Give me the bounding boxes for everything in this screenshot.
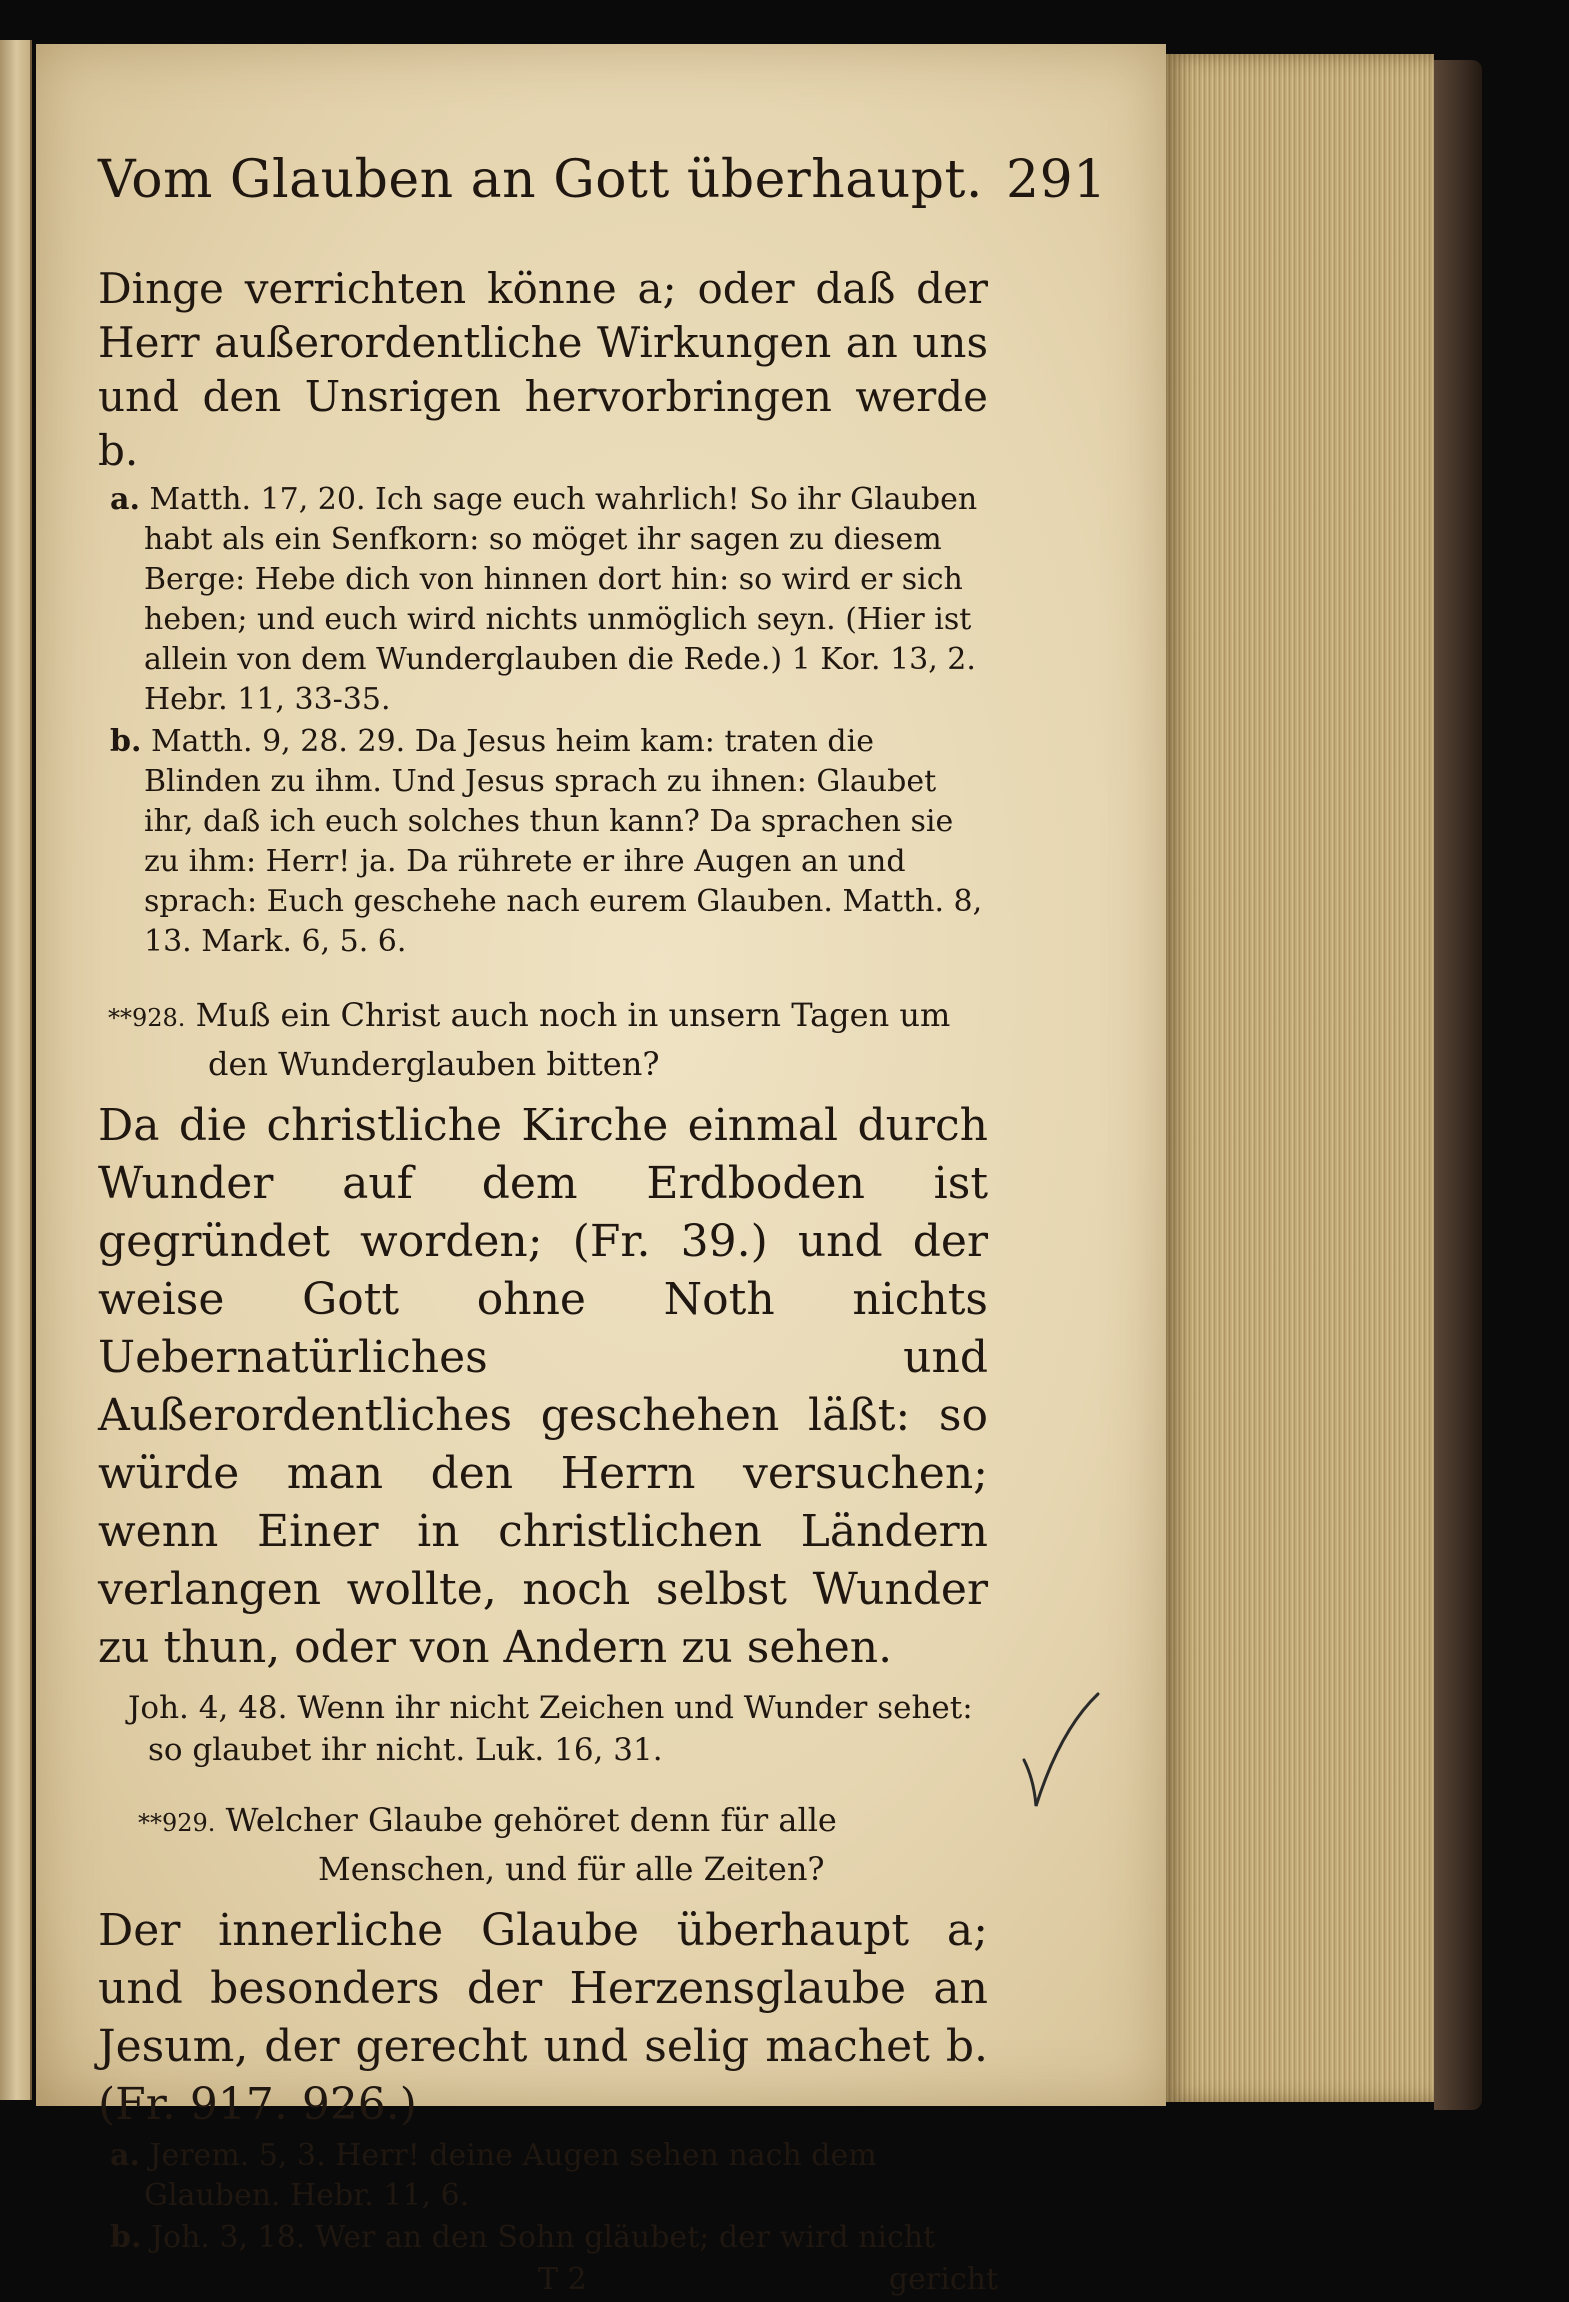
footnote-marker: a. [110, 2138, 140, 2173]
footnote-marker: a. [110, 482, 140, 517]
page-text [98, 150, 1107, 2302]
footnote-a [98, 2136, 988, 2216]
running-header [98, 150, 1107, 210]
footnote-text: Jerem. 5, 3. Herr! deine Augen sehen nach dem Glauben. Hebr. 11, 6. [144, 2138, 877, 2213]
question-928 [98, 992, 988, 1087]
footnote-b [98, 722, 988, 962]
question-number: **929. [138, 1809, 216, 1837]
answer-929: Der innerliche Glaube überhaupt a; und besonders der Herzensglaube an Jesum, der gerecht und selig machet b. (Fr. 917. 926.) [98, 1905, 988, 2130]
question-text: Muß ein Christ auch noch in unsern Tagen um den Wunderglauben bitten? [195, 996, 951, 1083]
footnote-text: Matth. 9, 28. 29. Da Jesus heim kam: traten die Blinden zu ihm. Und Jesus sprach zu ihnen: Glaubet ihr, daß ich euch solches thun kann? Da sprachen sie zu ihm: Herr! ja. Da rührete er ihre Augen an und sprach: Euch geschehe nach eurem Glauben. Matth. 8, 13. Mark. 6, 5. 6. [144, 724, 983, 959]
footnote-marker: b. [110, 2220, 142, 2255]
catchword: gericht [888, 2262, 998, 2297]
page-footer [98, 2262, 998, 2302]
running-title: Vom Glauben an Gott überhaupt. [98, 150, 983, 210]
pencil-check-mark [1020, 1690, 1100, 1810]
footnote-marker: b. [110, 724, 142, 759]
footnote-a [98, 480, 988, 720]
scripture-reference: Joh. 4, 48. Wenn ihr nicht Zeichen und Wunder sehet: so glaubet ihr nicht. Luk. 16, 31. [128, 1690, 973, 1768]
footnote-text: Matth. 17, 20. Ich sage euch wahrlich! So ihr Glauben habt als ein Senfkorn: so möget ihr sagen zu diesem Berge: Hebe dich von hinnen dort hin: so wird er sich heben; und euch wird nichts unmöglich seyn. (Hier ist allein von dem Wunderglauben die Rede.) 1 Kor. 13, 2. Hebr. 11, 33-35. [144, 482, 978, 717]
footnote-text: Joh. 3, 18. Wer an den Sohn gläubet; der wird nicht [150, 2220, 936, 2255]
facing-page-edge [0, 40, 32, 2100]
question-929 [98, 1797, 988, 1892]
signature-mark: T 2 [538, 2262, 587, 2297]
question-text: Welcher Glaube gehöret denn für alle Menschen, und für alle Zeiten? [225, 1801, 837, 1888]
answer-928: Da die christliche Kirche einmal durch Wunder auf dem Erdboden ist gegründet worden; (Fr. 39.) und der weise Gott ohne Noth nichts Uebernatürliches und Außerordentliches geschehen läßt: so würde man den Herrn versuchen; wenn Einer in christlichen Ländern verlangen wollte, noch selbst Wunder zu thun, oder von Andern zu sehen. [98, 1100, 988, 1673]
continued-paragraph: Dinge verrichten könne a; oder daß der Herr außerordentliche Wirkungen an uns und den Unsrigen hervorbringen werde b. [98, 264, 988, 475]
footnote-b [98, 2218, 988, 2258]
question-number: **928. [108, 1004, 186, 1032]
page-block-edge [1166, 54, 1434, 2102]
book-cover-edge [1434, 60, 1482, 2110]
page-number: 291 [1006, 150, 1107, 210]
